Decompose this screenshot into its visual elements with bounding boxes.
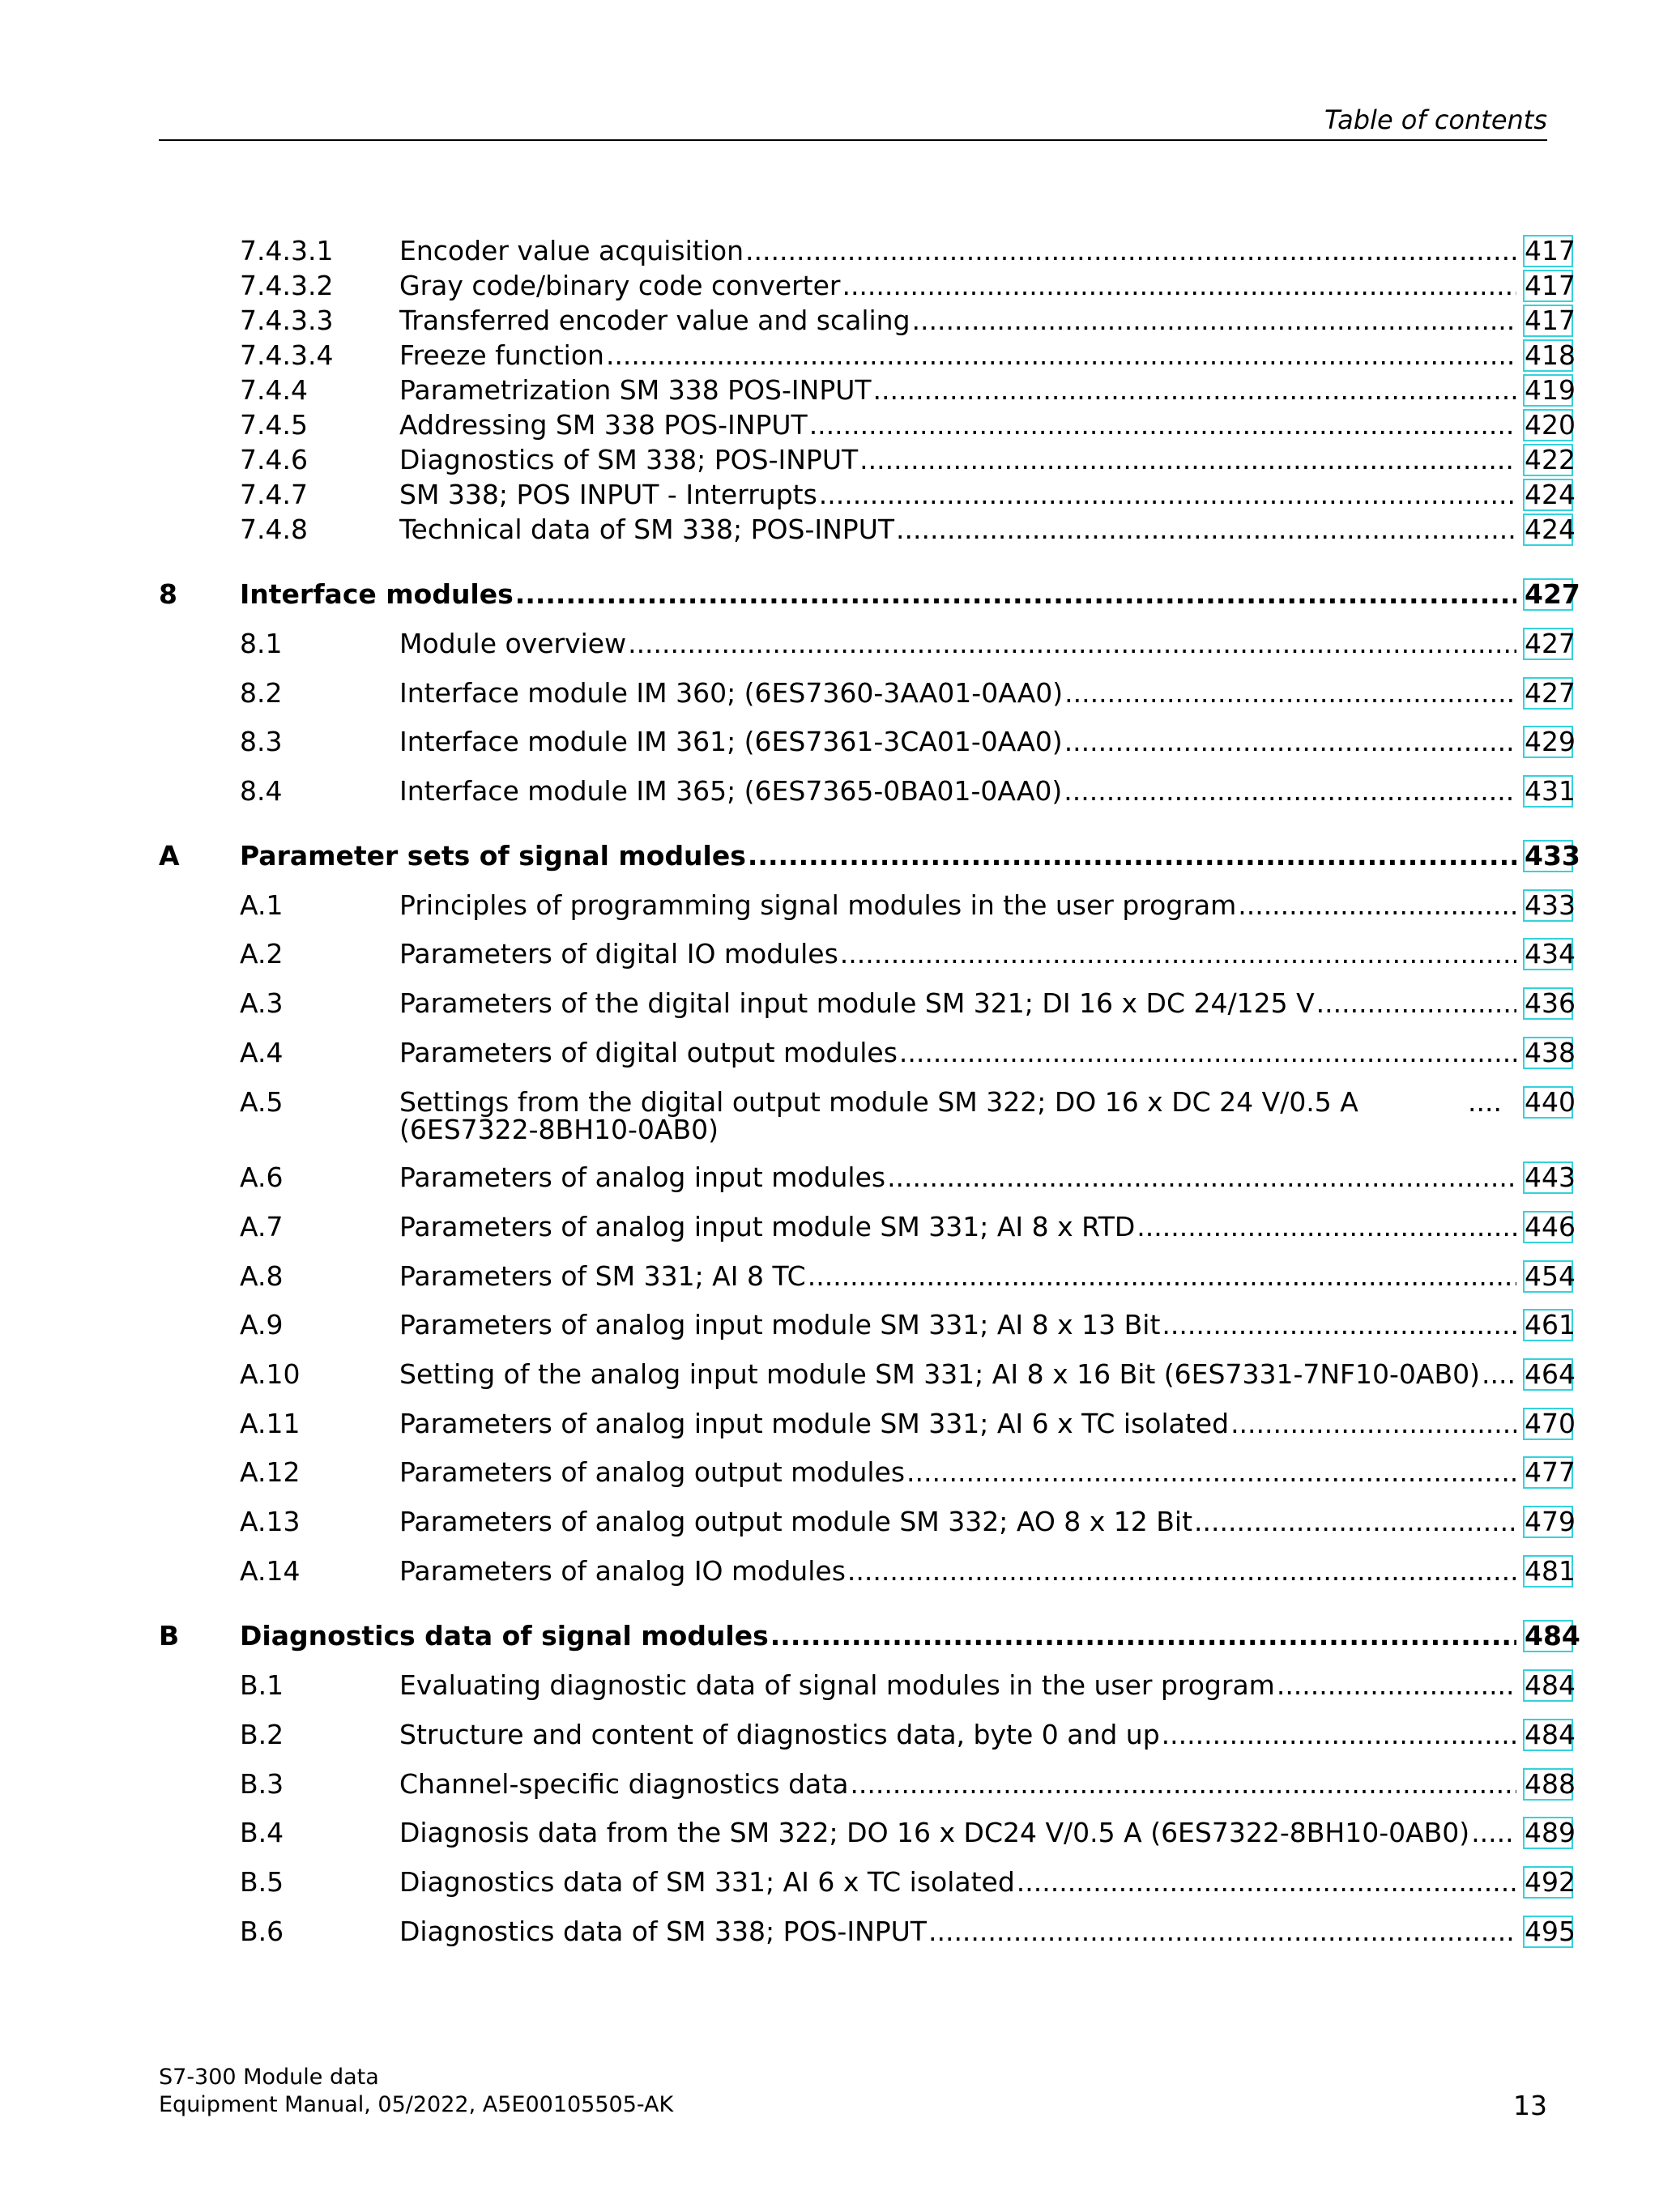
toc-page-link[interactable]: 438 [1525,1037,1576,1068]
toc-entry-title-with-leader [399,1506,1516,1538]
toc-entry-number: 7.4.8 [240,514,308,545]
toc-entry-title-with-leader [399,479,1516,511]
toc-dot-leader [1064,775,1516,808]
toc-entry-title-with-leader [399,1161,1516,1194]
toc-entry [0,677,1659,710]
toc-entry-number: B.5 [240,1866,284,1898]
toc-dot-leader [770,1620,1516,1652]
toc-entry-title-with-leader [399,1408,1516,1440]
toc-page-link[interactable]: 427 [1525,677,1576,709]
toc-entry-title: Gray code/binary code converter [399,270,841,301]
toc-entry-number: 8 [159,578,177,610]
toc-entry [0,628,1659,660]
toc-entry-number: 8.2 [240,677,283,709]
toc-entry-title-with-leader [399,1719,1516,1751]
toc-entry-number: A [159,840,180,872]
toc-page-link[interactable]: 417 [1525,270,1576,301]
toc-entry [0,775,1659,808]
toc-entry [0,1161,1659,1194]
page-header [159,104,1547,141]
toc-chapter [0,840,1659,872]
toc-entry [0,1719,1659,1751]
toc-entry [0,514,1659,546]
toc-dot-leader [1194,1506,1516,1538]
toc-entry-title: Settings from the digital output module SM 322; DO 16 x DC 24 V/0.5 A [399,1086,1358,1118]
toc-dot-leader [1230,1408,1516,1440]
toc-entry-title: Transferred encoder value and scaling [399,305,911,336]
toc-entry-number: A.11 [240,1408,301,1439]
toc-entry-title-with-leader [399,409,1516,441]
toc-page-link[interactable]: 420 [1525,409,1576,441]
header-title: Table of contents [1324,104,1547,135]
toc-entry-title-with-leader [399,987,1516,1020]
footer-manual-title: S7-300 Module data [159,2065,379,2090]
toc-entry-title: Diagnosis data from the SM 322; DO 16 x DC24 V/0.5 A (6ES7322-8BH10-0AB0) [399,1817,1470,1848]
toc-entry [0,1037,1659,1069]
toc-entry-number: A.3 [240,987,284,1019]
toc-entry-title: Parameters of analog input module SM 331; AI 8 x 13 Bit [399,1309,1161,1340]
toc-page-link[interactable]: 433 [1525,889,1576,921]
toc-entry [0,339,1659,372]
toc-entry-title: Parameters of analog input module SM 331; AI 8 x RTD [399,1211,1136,1242]
toc-dot-leader [745,235,1516,267]
toc-entry-number: A.1 [240,889,284,921]
toc-entry-number: 7.4.3.3 [240,305,334,336]
toc-entry-title-with-leader [240,578,1516,611]
toc-entry [0,374,1659,407]
toc-entry-title: Parameters of the digital input module SM 321; DI 16 x DC 24/125 V [399,987,1315,1019]
toc-dot-leader [887,1161,1516,1194]
toc-dot-leader [748,840,1516,872]
toc-entry [0,1555,1659,1588]
toc-page-link[interactable]: 427 [1525,578,1580,610]
toc-entry-title-with-leader [399,1669,1516,1702]
toc-dot-leader [873,374,1516,407]
toc-entry-title: Interface module IM 361; (6ES7361-3CA01-0AA0) [399,726,1063,757]
toc-entry-number: B.3 [240,1768,284,1800]
toc-page-link[interactable]: 417 [1525,305,1576,336]
toc-entry-title: Interface module IM 360; (6ES7360-3AA01-0AA0) [399,677,1064,709]
toc-entry [0,479,1659,511]
toc-entry-number: B.4 [240,1817,284,1848]
toc-page-link[interactable]: 488 [1525,1768,1576,1800]
toc-entry-title: Technical data of SM 338; POS-INPUT [399,514,894,545]
toc-page-link[interactable]: 422 [1525,444,1576,475]
toc-entry-title: SM 338; POS INPUT - Interrupts [399,479,817,510]
toc-entry-title: Principles of programming signal modules in the user program [399,889,1237,921]
toc-entry [0,1408,1659,1440]
toc-entry-title: Interface module IM 365; (6ES7365-0BA01-0AA0) [399,775,1063,807]
toc-entry [0,1916,1659,1948]
toc-page-link[interactable]: 419 [1525,374,1576,406]
toc-dot-leader [1482,1358,1516,1391]
toc-page-link[interactable]: 470 [1525,1408,1576,1439]
toc-entry-title: Encoder value acquisition [399,235,744,266]
toc-entry-number: A.14 [240,1555,301,1587]
toc-entry-title: Parameters of analog input module SM 331; AI 6 x TC isolated [399,1408,1230,1439]
toc-entry-title: Structure and content of diagnostics data, byte 0 and up [399,1719,1160,1750]
toc-entry [0,1506,1659,1538]
toc-entry-title-with-leader [399,726,1516,758]
toc-entry [0,444,1659,476]
toc-entry-number: B [159,1620,180,1652]
footer-manual-edition: Equipment Manual, 05/2022, A5E00105505-AK [159,2092,674,2117]
toc-entry-title-with-leader [399,1768,1516,1801]
toc-entry-title: Evaluating diagnostic data of signal modules in the user program [399,1669,1275,1701]
toc-entry-number: 7.4.3.1 [240,235,334,266]
toc-entry-title: Parametrization SM 338 POS-INPUT [399,374,872,406]
toc-page-link[interactable]: 464 [1525,1358,1576,1390]
toc-entry-number: B.6 [240,1916,284,1947]
toc-entry-number: A.4 [240,1037,284,1068]
footer-info [159,2064,673,2119]
toc-entry-number: A.9 [240,1309,284,1340]
toc-entry [0,987,1659,1020]
toc-page-link[interactable]: 424 [1525,514,1576,545]
toc-dot-leader [928,1916,1516,1948]
toc-entry-title-with-leader [399,235,1516,267]
toc-entry-title: Diagnostics of SM 338; POS-INPUT [399,444,859,475]
toc-page-link[interactable]: 418 [1525,339,1576,371]
toc-entry-number: 7.4.5 [240,409,308,441]
toc-entry-number: 7.4.3.4 [240,339,334,371]
toc-entry [0,1358,1659,1391]
toc-entry-title: Parameters of SM 331; AI 8 TC [399,1260,806,1292]
toc-entry [0,938,1659,970]
toc-dot-leader [859,444,1516,476]
toc-entry-title: Parameters of analog IO modules [399,1555,846,1587]
toc-dot-leader [606,339,1516,372]
toc-page-link[interactable]: 479 [1525,1506,1576,1537]
toc-dot-leader [850,1768,1516,1801]
toc-page-link[interactable]: 433 [1525,840,1580,872]
toc-dot-leader [899,1037,1516,1069]
toc-dot-leader [1064,677,1516,710]
toc-entry-title-with-leader [399,1358,1516,1391]
toc-entry-title-with-leader [399,339,1516,372]
toc-dot-leader [1238,889,1516,922]
toc-page-link[interactable]: 484 [1525,1669,1576,1701]
toc-entry-title: Setting of the analog input module SM 331; AI 8 x 16 Bit (6ES7331-7NF10-0AB0) [399,1358,1481,1390]
toc-entry-number: A.6 [240,1161,284,1193]
toc-entry-title: Parameters of analog input modules [399,1161,886,1193]
toc-entry-title: Interface modules [240,578,514,610]
toc-entry [0,726,1659,758]
footer-page-number: 13 [1513,2090,1547,2121]
toc-page-link[interactable]: 489 [1525,1817,1576,1848]
toc-entry-title-with-leader [399,775,1516,808]
toc-page-link[interactable]: 484 [1525,1620,1580,1652]
toc-dot-leader [1471,1817,1516,1849]
toc-entry [0,1866,1659,1899]
toc-dot-leader [1162,1719,1516,1751]
toc-dot-leader [1064,726,1516,758]
toc-entry-title: Parameters of analog output modules [399,1456,906,1488]
toc-entry-title-with-leader [399,1309,1516,1341]
toc-page-link[interactable]: 454 [1525,1260,1576,1292]
toc-entry [0,1260,1659,1293]
toc-entry-title: Parameter sets of signal modules [240,840,746,872]
toc-entry-title-with-leader [399,889,1516,922]
toc-dot-leader [628,628,1516,660]
toc-entry-title-with-leader [399,938,1516,970]
toc-dot-leader [1316,987,1516,1020]
toc-entry-title: Diagnostics data of SM 338; POS-INPUT [399,1916,927,1947]
toc-page-link[interactable]: 495 [1525,1916,1576,1947]
toc-entry [0,1309,1659,1341]
toc-entry [0,1456,1659,1489]
toc-page-link[interactable]: 492 [1525,1866,1576,1898]
toc-entry-title: Parameters of analog output module SM 332; AO 8 x 12 Bit [399,1506,1193,1537]
toc-entry-title-with-leader [399,1456,1516,1489]
toc-entry [0,409,1659,441]
toc-page-link[interactable]: 484 [1525,1719,1576,1750]
toc-page-link[interactable]: 424 [1525,479,1576,510]
toc-page-link[interactable]: 461 [1525,1309,1576,1340]
toc-page-link[interactable]: 431 [1525,775,1576,807]
toc-entry [0,235,1659,267]
toc-entry-number: 8.1 [240,628,283,659]
toc-entry-title-with-leader [399,1916,1516,1948]
toc-entry-title-with-leader [240,840,1516,872]
toc-entry-title: Module overview [399,628,627,659]
toc-dot-leader [809,409,1516,441]
toc-dot-leader [1017,1866,1516,1899]
toc-dot-leader [808,1260,1516,1293]
toc-dot-leader [847,1555,1516,1588]
toc-dot-leader [906,1456,1516,1489]
toc-dot-leader: .... [1468,1086,1502,1118]
toc-entry-title: Diagnostics data of SM 331; AI 6 x TC isolated [399,1866,1015,1898]
toc-dot-leader [912,305,1516,337]
toc-entry-title-continued: (6ES7322-8BH10-0AB0) [399,1114,719,1145]
toc-entry-title-with-leader [240,1620,1516,1652]
toc-entry-number: A.2 [240,938,284,970]
toc-entry-number: 7.4.3.2 [240,270,334,301]
toc-dot-leader [896,514,1516,546]
toc-entry-number: B.1 [240,1669,284,1701]
toc-page-link[interactable]: 446 [1525,1211,1576,1242]
toc-entry-title: Parameters of digital output modules [399,1037,898,1068]
toc-page-link[interactable]: 481 [1525,1555,1576,1587]
toc-entry-title-with-leader [399,677,1516,710]
toc-entry-number: 8.3 [240,726,283,757]
toc-page-link[interactable]: 436 [1525,987,1576,1019]
toc-entry-title: Parameters of digital IO modules [399,938,838,970]
toc-entry-title-with-leader [399,1555,1516,1588]
toc-dot-leader [842,270,1516,302]
toc-entry-number: B.2 [240,1719,284,1750]
toc-page-link[interactable]: 443 [1525,1161,1576,1193]
toc-page-link[interactable]: 417 [1525,235,1576,266]
toc-entry [0,889,1659,922]
toc-entry-number: A.13 [240,1506,301,1537]
toc-entry [0,1669,1659,1702]
toc-entry-number: A.7 [240,1211,284,1242]
toc-page-link[interactable]: 434 [1525,938,1576,970]
toc-entry-number: A.12 [240,1456,301,1488]
toc-entry-number: A.8 [240,1260,284,1292]
toc-dot-leader [515,578,1516,611]
toc-entry-number: A.10 [240,1358,301,1390]
toc-entry-number: A.5 [240,1086,284,1118]
toc-entry-number: 7.4.7 [240,479,308,510]
toc-entry-title: Channel-specific diagnostics data [399,1768,849,1800]
toc-entry [0,1211,1659,1243]
toc-entry-title-with-leader [399,305,1516,337]
toc-entry-title-with-leader [399,1866,1516,1899]
toc-page-link[interactable]: 477 [1525,1456,1576,1488]
toc-entry-title-with-leader [399,1211,1516,1243]
toc-dot-leader [819,479,1516,511]
toc-entry-number: 8.4 [240,775,283,807]
toc-page-link[interactable]: 429 [1525,726,1576,757]
toc-entry-title-with-leader [399,628,1516,660]
toc-page-link[interactable]: 440 [1525,1086,1576,1118]
toc-dot-leader [1277,1669,1516,1702]
toc-entry-number: 7.4.4 [240,374,308,406]
toc-chapter [0,578,1659,611]
toc-entry-number: 7.4.6 [240,444,308,475]
toc-dot-leader [840,938,1516,970]
toc-entry [0,305,1659,337]
toc-entry-title: Addressing SM 338 POS-INPUT [399,409,808,441]
toc-entry-title: Diagnostics data of signal modules [240,1620,769,1652]
toc-page-link[interactable]: 427 [1525,628,1576,659]
toc-dot-leader [1137,1211,1516,1243]
toc-dot-leader [1162,1309,1516,1341]
toc-entry-title-with-leader [399,1817,1516,1849]
toc-entry [0,1768,1659,1801]
toc-entry-title: Freeze function [399,339,604,371]
toc-entry-title-with-leader [399,1037,1516,1069]
toc-entry [0,270,1659,302]
toc-entry [0,1086,1659,1145]
toc-entry-title-with-leader [399,514,1516,546]
toc-chapter [0,1620,1659,1652]
toc-entry-title-with-leader [399,270,1516,302]
toc-entry [0,1817,1659,1849]
toc-entry-title-with-leader [399,1260,1516,1293]
toc-entry-title-with-leader [399,374,1516,407]
toc-entry-title-with-leader [399,444,1516,476]
